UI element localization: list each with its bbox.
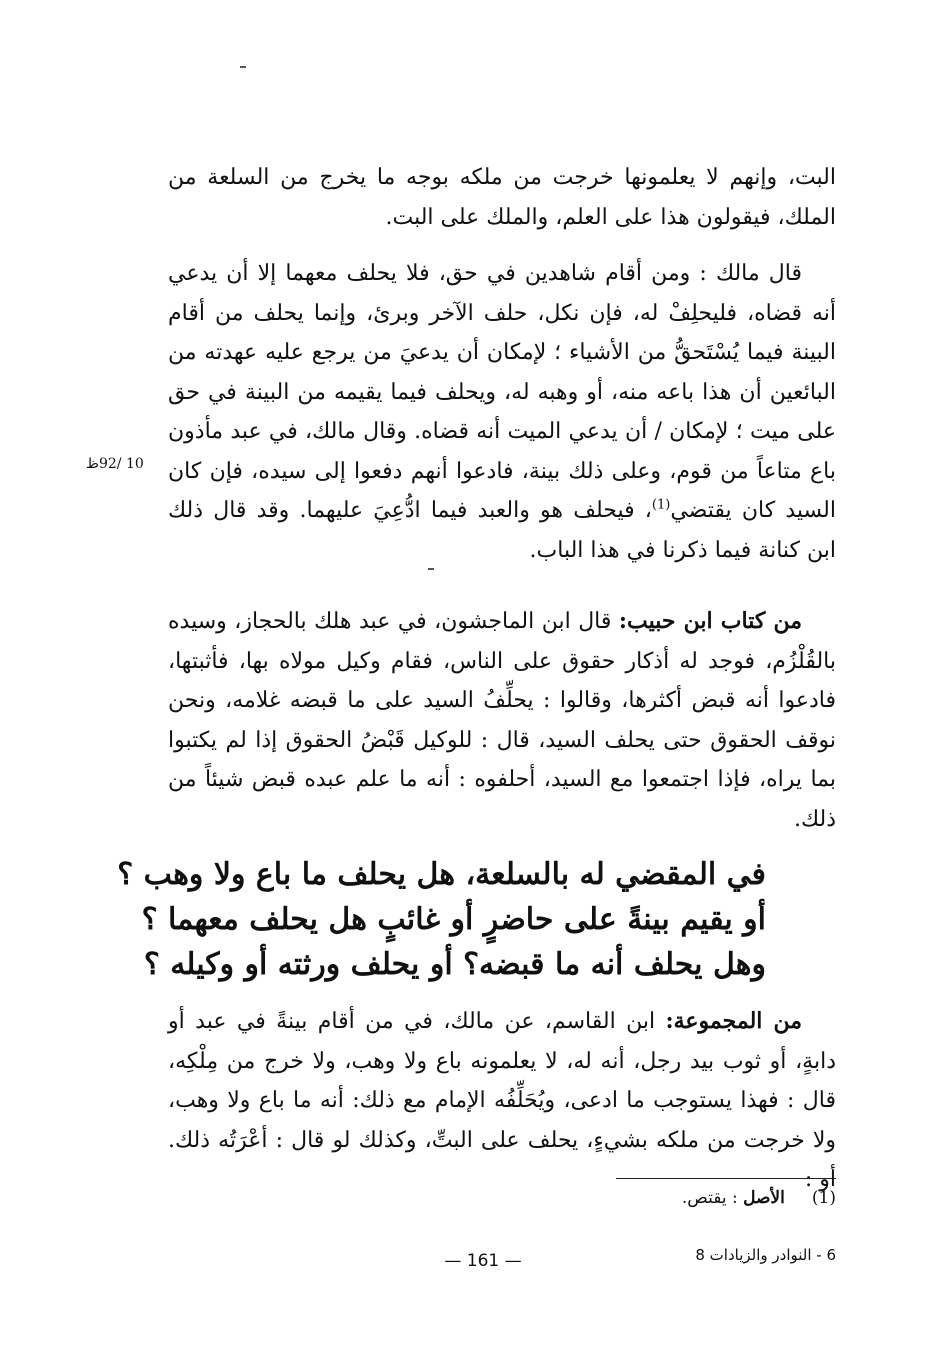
footnote-marker: (1) [651,497,671,513]
heading-line: أو يقيم بينةً على حاضرٍ أو غائبٍ هل يحلف معهما ؟ [141,902,766,937]
heading-line: وهل يحلف أنه ما قبضه؟ أو يحلف ورثته أو وكيله ؟ [143,947,766,982]
source-lead: من المجموعة: [665,1008,802,1034]
running-footer-title: 6 - النوادر والزيادات 8 [695,1246,836,1264]
paragraph-text: البت، وإنهم لا يعلمونها خرجت من ملكه بوجه ما يخرج من السلعة من الملك، فيقولون هذا على العلم، والملك على البت. [168,165,836,230]
section-heading [117,852,766,987]
footnote-divider [616,1178,836,1179]
paragraph-text-part: ابن القاسم، عن مالك، في من أقام بينةً في عبد أو دابةٍ، أو ثوب بيد رجل، أنه له، لا يعلمونه باع ولا وهب، ولا خرج من مِلْكِه، قال : فهذا يستوجب ما ادعى، ويُحَلِّفُه الإمام مع ذلك: أنه ما باع ولا وهب، ولا خرجت من ملكه بشيءٍ، يحلف على البتِّ، وكذلك لو قال : أعْرَتُه ذلك. أو : [168,1009,836,1192]
paragraph-text [168,602,836,839]
footnote-number: (1) [811,1188,836,1208]
paragraph-text-part: ، فيحلف هو والعبد فيما ادُّعِيَ عليهما. وقد قال ذلك ابن كنانة فيما ذكرنا في هذا الباب. [168,498,836,563]
paragraph-text-part: قال مالك : ومن أقام شاهدين في حق، فلا يحلف معهما إلا أن يدعي أنه قضاه، فليحلِفْ له، فإن نكل، حلف الآخر وبرئ، وإنما يحلف من أقام البينة فيما يُسْتَحقُّ من الأشياء ؛ لإمكان أن يدعيَ من يرجع عليه عهدته من البائعين أن هذا باعه منه، أو وهبه له، ويحلف فيما يقيمه من البينة في حق على ميت ؛ لإمكان / أن يدعي الميت أنه قضاه. وقال مالك، في عبد مأذون باع متاعاً من قوم، وعلى ذلك بينة، فادعوا أنهم دفعوا إلى سيده، فإن كان السيد كان يقتضي [168,261,836,523]
paragraph-majmua [168,1002,836,1200]
footnote-text: : يقتص. [681,1188,744,1208]
footnote [520,1188,836,1208]
paragraph-text [168,1002,836,1200]
margin-folio-reference: 10 /92ظ [86,456,144,472]
paragraph-text-part: قال ابن الماجشون، في عبد هلك بالحجاز، وسيده بالقُلْزُم، فوجد له أذكار حقوق على الناس، فقام وكيل مولاه بها، فأثبتها، فادعوا أنه قبض أكثرها، وقالوا : يحلِّفُ السيد على ما قبضه غلامه، ونحن نوقف الحقوق حتى يحلف السيد، قال : للوكيل قَبْضُ الحقوق إذا لم يكتبوا بما يراه، فإذا اجتمعوا مع السيد، أحلفوه : أنه ما علم عبده قبض شيئاً من ذلك. [168,609,836,832]
paragraph-continuation [168,158,836,237]
paragraph-malik [168,254,836,570]
paragraph-ibn-habib [168,602,836,839]
footnote-label: الأصل [743,1188,785,1208]
source-lead: من كتاب ابن حبيب: [618,608,802,634]
scan-speck [240,66,246,68]
heading-line: في المقضي له بالسلعة، هل يحلف ما باع ولا وهب ؟ [117,857,766,892]
paragraph-text [168,254,836,570]
page-number: — 161 — [444,1251,522,1271]
